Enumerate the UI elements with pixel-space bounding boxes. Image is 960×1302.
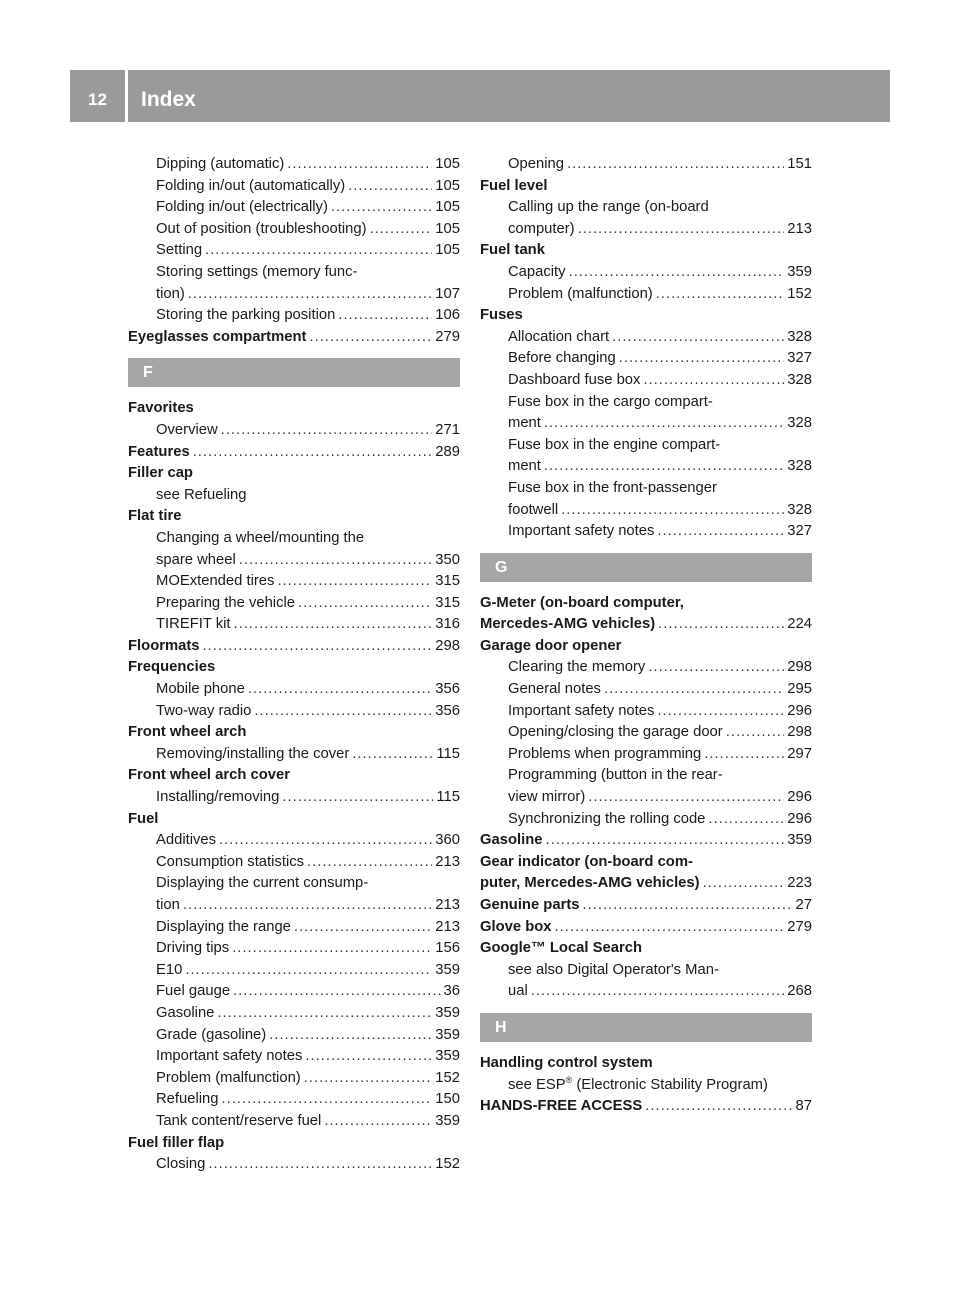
index-entry: Refueling ..... 150 [128,1089,460,1111]
index-heading: Filler cap [128,465,193,482]
index-entry-continued: Changing a wheel/mounting the [156,529,365,546]
index-entry: Fuel gauge ..... 36 [128,981,460,1003]
index-heading-entry: HANDS-FREE ACCESS ..... 87 [480,1096,812,1118]
index-entry-continued: Storing settings (memory func- [156,263,358,280]
index-heading: Favorites [128,400,194,417]
index-entry: TIREFIT kit ..... 316 [128,614,460,636]
index-column-left [128,154,460,1176]
index-heading: Frequencies [128,659,216,676]
index-entry: Dashboard fuse box ..... 328 [480,370,812,392]
index-heading: Fuel filler flap [128,1134,225,1151]
index-heading-entry: puter, Mercedes-AMG vehicles) ..... 223 [480,873,812,895]
index-entry: tion ..... 213 [128,895,460,917]
index-entry-continued: Calling up the range (on-board [508,199,709,216]
index-entry: tion) ..... 107 [128,284,460,306]
index-entry: Folding in/out (electrically) ..... 105 [128,197,460,219]
index-heading-entry: Gasoline ..... 359 [480,830,812,852]
index-entry: MOExtended tires ..... 315 [128,571,460,593]
index-heading-entry: Features ..... 289 [128,442,460,464]
index-entry: Storing the parking position ..... 106 [128,305,460,327]
index-entry: spare wheel ..... 350 [128,550,460,572]
index-entry: Problem (malfunction) ..... 152 [128,1068,460,1090]
index-entry: computer) ..... 213 [480,219,812,241]
index-entry: Important safety notes ..... 327 [480,521,812,543]
page-title: Index [141,88,196,111]
index-heading: Front wheel arch cover [128,767,290,784]
index-entry: Problems when programming ..... 297 [480,744,812,766]
index-entry: Important safety notes ..... 296 [480,701,812,723]
index-entry: Allocation chart ..... 328 [480,327,812,349]
index-entry: Displaying the range ..... 213 [128,917,460,939]
index-entry-continued: Displaying the current consump- [156,875,369,892]
index-entry: Gasoline ..... 359 [128,1003,460,1025]
index-entry: Two-way radio ..... 356 [128,701,460,723]
page-number: 12 [88,90,107,109]
index-heading-entry: Genuine parts ..... 27 [480,895,812,917]
index-entry: view mirror) ..... 296 [480,787,812,809]
section-letter-f: F [128,358,460,387]
index-entry-continued: Fuse box in the cargo compart- [508,393,713,410]
index-heading: Handling control system [480,1054,653,1071]
index-entry: Mobile phone ..... 356 [128,679,460,701]
index-heading: Flat tire [128,508,182,525]
index-entry: Installing/removing ..... 115 [128,787,460,809]
index-heading: Fuel tank [480,242,545,259]
index-entry: Grade (gasoline) ..... 359 [128,1025,460,1047]
index-see-reference: see Refueling [156,486,247,503]
index-entry: General notes ..... 295 [480,679,812,701]
index-heading: Google™ Local Search [480,940,642,957]
index-entry: Opening ..... 151 [480,154,812,176]
index-see-reference: see also Digital Operator's Man- [508,961,719,978]
index-heading-entry: Floormats ..... 298 [128,636,460,658]
index-column-right [480,154,812,1118]
index-entry: Consumption statistics ..... 213 [128,852,460,874]
index-entry: Problem (malfunction) ..... 152 [480,284,812,306]
registered-mark: ® [565,1074,573,1085]
index-heading: Front wheel arch [128,724,247,741]
index-heading-entry: Eyeglasses compartment ..... 279 [128,327,460,349]
index-entry: Important safety notes ..... 359 [128,1046,460,1068]
index-entry: footwell ..... 328 [480,500,812,522]
index-entry: Preparing the vehicle ..... 315 [128,593,460,615]
index-entry: ment ..... 328 [480,413,812,435]
index-entry: Closing ..... 152 [128,1154,460,1176]
index-entry-continued: Fuse box in the front-passenger [508,479,717,496]
index-entry: Driving tips ..... 156 [128,938,460,960]
index-entry-continued: Programming (button in the rear- [508,767,723,784]
index-entry: Removing/installing the cover ..... 115 [128,744,460,766]
index-heading-entry: Mercedes-AMG vehicles) ..... 224 [480,614,812,636]
index-entry: ual ..... 268 [480,981,812,1003]
index-entry: Folding in/out (automatically) ..... 105 [128,176,460,198]
section-letter-h: H [480,1013,812,1042]
index-entry: ment ..... 328 [480,456,812,478]
index-heading: G-Meter (on-board computer, [480,594,684,611]
header-divider [125,70,128,122]
index-entry: Additives ..... 360 [128,830,460,852]
index-entry: Tank content/reserve fuel ..... 359 [128,1111,460,1133]
index-entry: Dipping (automatic) ..... 105 [128,154,460,176]
index-heading: Fuel level [480,177,548,194]
index-heading: Fuses [480,307,523,324]
section-letter-g: G [480,553,812,582]
index-entry: Overview ..... 271 [128,420,460,442]
index-heading: Garage door opener [480,637,622,654]
index-entry: Clearing the memory ..... 298 [480,657,812,679]
index-heading: Fuel [128,810,159,827]
index-heading: Gear indicator (on-board com- [480,853,693,870]
index-entry: Capacity ..... 359 [480,262,812,284]
index-entry: Synchronizing the rolling code ..... 296 [480,809,812,831]
index-entry-continued: Fuse box in the engine compart- [508,436,721,453]
index-entry: E10 ..... 359 [128,960,460,982]
index-entry: Out of position (troubleshooting) ..... 105 [128,219,460,241]
index-heading-entry: Glove box ..... 279 [480,917,812,939]
index-entry: Setting ..... 105 [128,240,460,262]
index-entry: Opening/closing the garage door ..... 298 [480,722,812,744]
index-see-reference: see ESP® (Electronic Stability Program) [508,1074,768,1093]
index-entry: Before changing ..... 327 [480,348,812,370]
